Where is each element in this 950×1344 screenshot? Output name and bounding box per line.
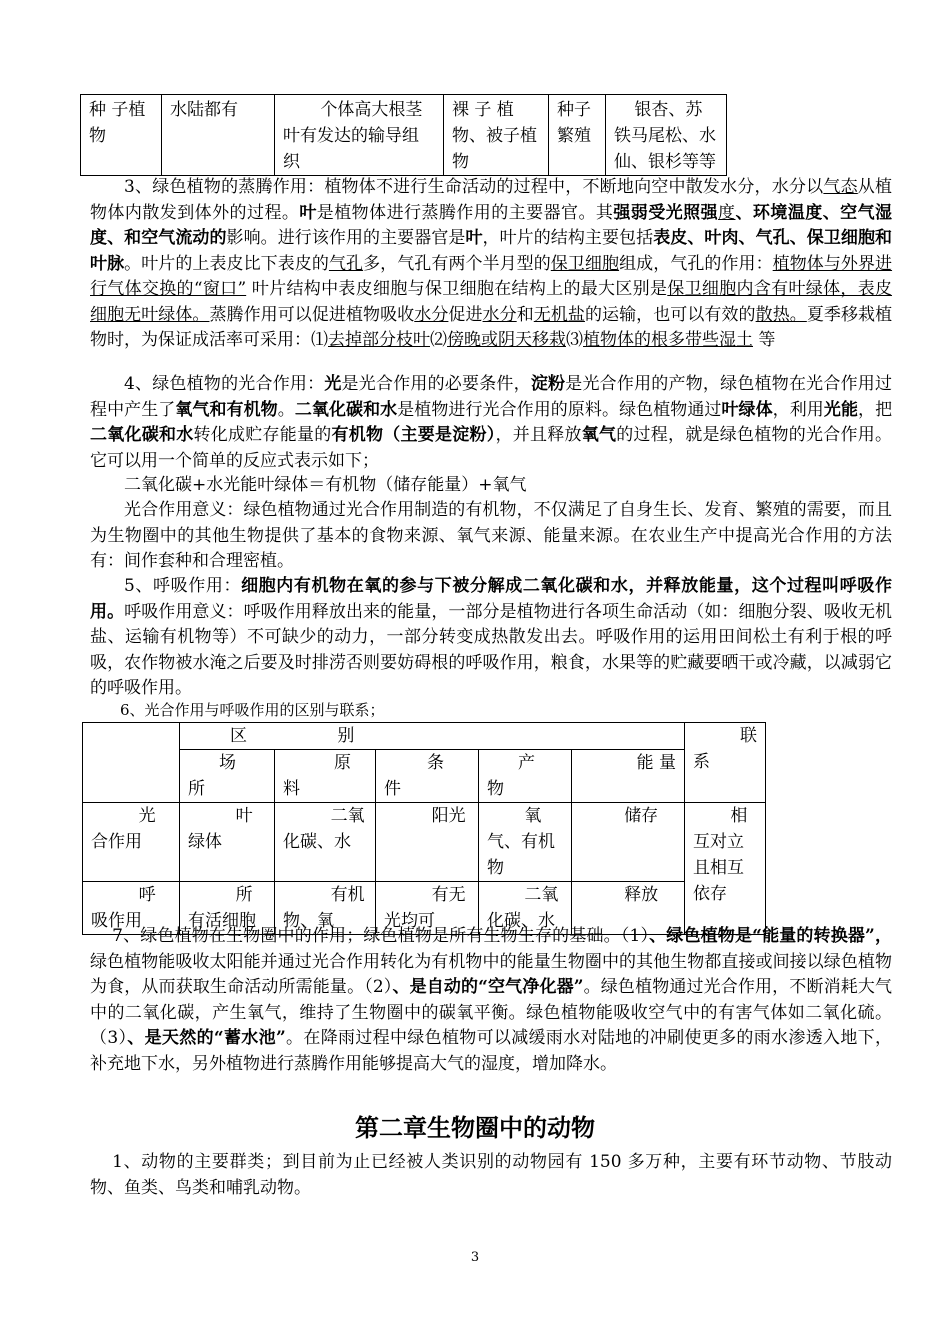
table-cell: 阳光: [376, 803, 479, 882]
text: 蒸腾作用可以促进植物吸收: [209, 304, 415, 325]
text: 从植物体内散发到体外的过程。: [90, 177, 893, 223]
text: 的过程，就是绿色植物的光合作用。它可以用一个简单的反应式表示如下；: [90, 425, 892, 471]
text: 产: [518, 753, 535, 773]
text: 淀粉: [530, 374, 566, 394]
text: 植物体与外界进行气体交换的“窗口”: [90, 253, 893, 299]
text: 气孔: [328, 253, 364, 274]
text: 氧气: [581, 425, 617, 445]
text: 7、绿色植物在生物圈中的作用；绿色植物是所有生物生存的基础。（1）: [112, 926, 650, 946]
text: 是植物体进行蒸腾作用的主要器官。其: [316, 202, 614, 223]
text: ，利用: [772, 399, 824, 420]
text: 水分: [414, 304, 449, 325]
text: 去掉部分枝叶: [328, 330, 430, 350]
text: 傍晚或阴天移栽: [447, 330, 566, 350]
text: 夏季移栽植物时，为保证成活率可采用：⑴: [90, 304, 893, 350]
text: ，叶片的结构主要包括: [482, 228, 654, 248]
text: 无机盐: [533, 304, 585, 325]
plant-classification-table: [80, 94, 727, 176]
text: 是光合作用的必要条件，: [341, 374, 531, 394]
text: 植物体的根多带些湿土: [583, 330, 753, 350]
text: 光能: [823, 399, 859, 420]
text: 表皮、叶肉、气孔、保卫细胞和叶脉: [90, 228, 893, 274]
text: 。绿色植物通过光合作用，不断消耗大气中的二氧化碳，产生氧气，维持了生物圈中的碳氧平衡。绿色植物能吸收空气中的有害气体如二氧化硫。（3）: [90, 977, 892, 1048]
paragraph-animal-groups: 1、动物的主要群类；到目前为止已经被人类识别的动物园有 150 多万种，主要有环节动物、节肢动物、鱼类、鸟类和哺乳动物。: [90, 1152, 892, 1198]
text: 系: [693, 752, 710, 772]
text: 所: [188, 779, 205, 799]
text: 条: [427, 753, 444, 773]
table-cell: 银杏、苏铁马尾松、水仙、银杉等等: [606, 95, 727, 176]
text: 气态: [823, 177, 858, 197]
table-header: 能 量: [572, 750, 685, 803]
text: 保卫细胞内含有叶绿体，表皮细胞无叶绿体。: [90, 279, 893, 325]
text: 的运输，也可以有效的: [584, 304, 756, 325]
paragraph-respiration: [90, 574, 892, 702]
table-cell: 二氧化碳、水: [275, 803, 376, 882]
text: 二氧化碳和水: [294, 399, 398, 420]
text: 物: [487, 779, 504, 799]
text: 场: [219, 753, 236, 773]
table-cell: 种子繁殖: [549, 95, 606, 176]
table-cell: 有机物、氧: [275, 882, 376, 935]
text: 二氧化碳和水: [90, 425, 194, 445]
text: ⑵: [430, 330, 447, 350]
page-number: 3: [470, 1250, 480, 1265]
table-header: [180, 750, 275, 803]
text: 强弱受光照强: [613, 202, 719, 223]
table-header-lianxi: [685, 723, 766, 803]
paragraph-photosynthesis: [90, 372, 892, 474]
table-cell: 裸 子 植物、被子植物: [444, 95, 549, 176]
text: 叶: [465, 228, 483, 248]
text: 水分: [482, 304, 517, 325]
text: 、环境温度、空气湿度、和空气流动的: [90, 202, 893, 248]
table-row: [83, 723, 766, 750]
table-header-qubie: 区 别: [180, 723, 685, 750]
table-cell: 种 子植物: [81, 95, 162, 176]
text: 、绿色植物是“能量的转换器”，: [649, 926, 892, 946]
text: 多，气孔有两个半月型的: [363, 253, 551, 274]
table-cell-relation: 相互对立且相互依存: [685, 803, 766, 935]
text: 4、绿色植物的光合作用：: [124, 374, 325, 394]
text: 等: [753, 330, 776, 350]
table-cell: 氧气、有机物: [479, 803, 572, 882]
text: 呼吸作用意义：呼吸作用释放出来的能量，一部分是植物进行各项生命活动（如：细胞分裂、吸收无机盐、运输有机物等）不可缺少的动力，一部分转变成热散发出去。呼吸作用的运用田间松土有利于根的呼吸，农作物被水淹之后要及时排涝否则要妨碍根的呼吸作用，粮食，水果等的贮藏要晒干或冷藏，以减弱它的呼吸作用。: [90, 601, 893, 698]
table-cell: 个体高大根茎叶有发达的输导组织: [275, 95, 444, 176]
text: 促进: [448, 304, 483, 325]
text: ，并且释放: [495, 425, 582, 445]
table-header: [376, 750, 479, 803]
text: 转化成贮存能量的: [193, 425, 332, 445]
text: 散热。: [755, 304, 807, 325]
table-header: [275, 750, 376, 803]
photosynthesis-respiration-table: [82, 722, 766, 935]
text: 度: [718, 202, 736, 223]
table-cell: 水陆都有: [162, 95, 275, 176]
text: 是光合作用的产物，绿色植物在光合作用过程中产生了: [90, 374, 893, 420]
text: 叶片结构中表皮细胞与保卫细胞在结构上的最大区别是: [246, 279, 668, 299]
table-cell: 二氧化碳、水: [479, 882, 572, 935]
text: 联: [740, 726, 757, 746]
text: 氧气和有机物: [175, 399, 278, 420]
text: 细胞内有机物在氧的参与下被分解成二氧化碳和水，并释放能量，这个过程叫呼吸作用。: [90, 576, 892, 622]
text: 、是自动的“空气净化器”: [392, 977, 584, 997]
text: 组成，气孔的作用：: [619, 253, 773, 274]
text: 保卫细胞: [550, 253, 620, 274]
paragraph-comparison-heading: 6、光合作用与呼吸作用的区别与联系；: [120, 701, 385, 719]
text: 。叶片的上表皮比下表皮的: [124, 253, 329, 274]
table-cell: 光合作用: [83, 803, 180, 882]
photosynthesis-formula: 二氧化碳+水光能叶绿体＝有机物（储存能量）+氧气: [124, 475, 527, 495]
table-cell: 叶绿体: [180, 803, 275, 882]
text: 叶绿体: [721, 399, 773, 420]
text: 。在降雨过程中绿色植物可以减缓雨水对陆地的冲刷使更多的雨水渗透入地下，补充地下水，另外植物进行蒸腾作用能够提高大气的湿度，增加降水。: [90, 1028, 892, 1074]
table-cell: 呼吸作用: [83, 882, 180, 935]
paragraph-plant-role: [90, 924, 892, 1077]
paragraph-transpiration: [90, 175, 892, 354]
text: 光: [324, 374, 342, 394]
table-cell: 有无光均可: [376, 882, 479, 935]
text: 、是天然的“蓄水池”: [127, 1028, 286, 1048]
text: 有机物（主要是淀粉）: [331, 425, 496, 445]
text: 绿色植物能吸收太阳能并通过光合作用转化为有机物中的能量生物圈中的其他生物都直接或间接以绿色植物为食，从而获取生命活动所需能量。（2）: [90, 951, 892, 997]
text: 。: [277, 399, 295, 420]
table-cell: 释放: [572, 882, 685, 935]
table-cell: 所有活细胞: [180, 882, 275, 935]
text: 5、呼吸作用：: [124, 576, 242, 596]
text: 原: [334, 753, 351, 773]
table-header: [479, 750, 572, 803]
text: ⑶: [566, 330, 583, 350]
text: 3、绿色植物的蒸腾作用：植物体不进行生命活动的过程中，不断地向空中散发水分，水分以: [124, 177, 824, 197]
text: ，把: [858, 399, 893, 420]
table-cell: 储存: [572, 803, 685, 882]
text: 件: [384, 779, 401, 799]
paragraph-photosynthesis-meaning: 光合作用意义：绿色植物通过光合作用制造的有机物，不仅满足了自身生长、发育、繁殖的需要，而且为生物圈中的其他生物提供了基本的食物来源、氧气来源、能量来源。在农业生产中提高光合作用的方法有：间作套种和合理密植。: [90, 500, 892, 571]
text: 影响。进行该作用的主要器官是: [226, 228, 466, 248]
text: 叶: [299, 202, 317, 223]
table-row: [83, 803, 766, 882]
text: 料: [283, 779, 300, 799]
text: 和: [516, 304, 534, 325]
chapter-title: 第二章生物圈中的动物: [355, 1114, 595, 1142]
table-row: [81, 95, 727, 176]
table-row: [83, 750, 766, 803]
table-cell: [83, 723, 180, 803]
text: 是植物进行光合作用的原料。绿色植物通过: [397, 399, 722, 420]
